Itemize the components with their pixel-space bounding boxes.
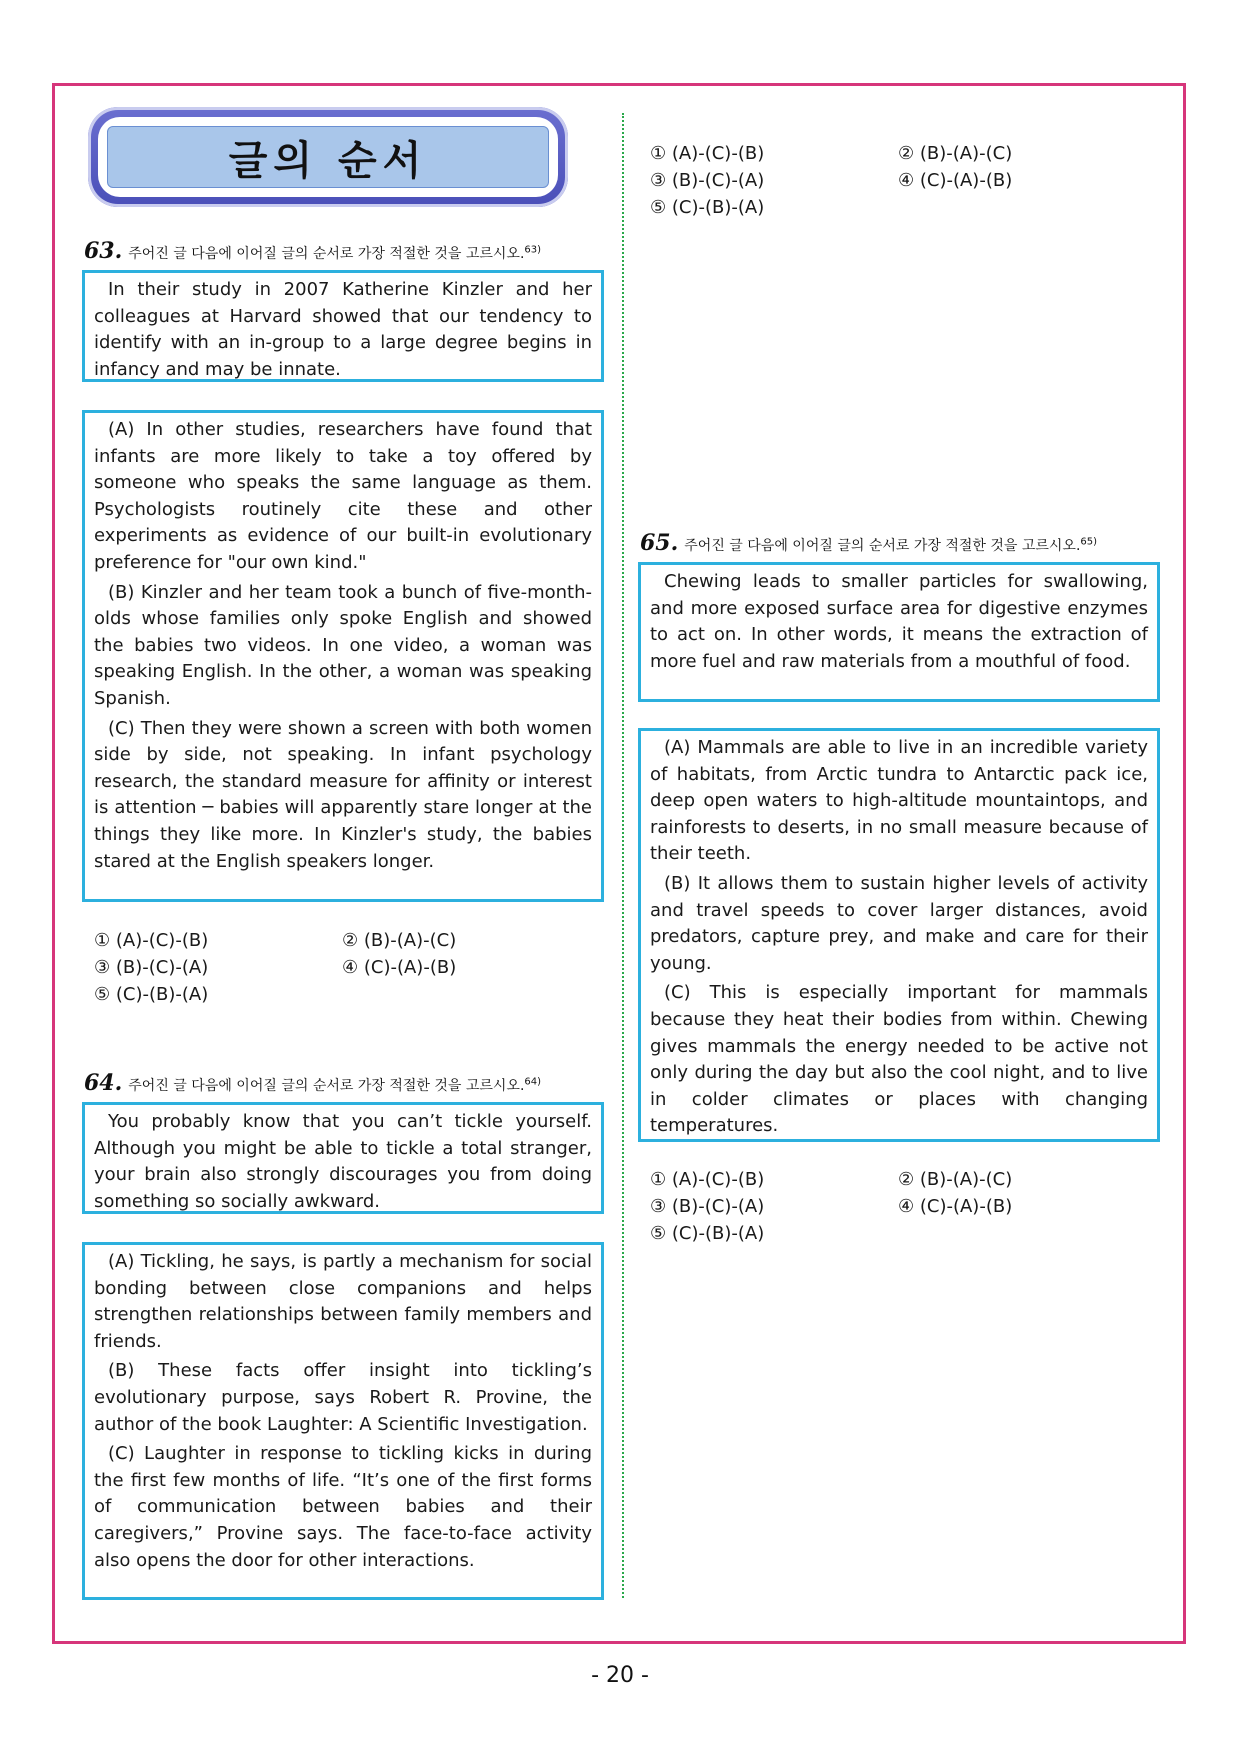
q65-given-passage bbox=[638, 562, 1160, 702]
choice-3[interactable]: ③ (B)-(C)-(A) bbox=[650, 1196, 765, 1217]
question-instruction: 주어진 글 다음에 이어질 글의 순서로 가장 적절한 것을 고르시오. bbox=[684, 538, 1081, 554]
paragraph-a: (A) Mammals are able to live in an incredible variety of habitats, from Arctic tundra to Antarctic pack ice, deep open waters to high-altitude mountaintops, and rainforests to deserts, in no small measure because of their teeth. bbox=[650, 737, 1148, 865]
footnote-ref: 64) bbox=[524, 1076, 542, 1088]
choice-1[interactable]: ① (A)-(C)-(B) bbox=[650, 143, 765, 164]
paragraph-a: (A) In other studies, researchers have found that infants are more likely to take a toy offered by someone who speaks the same language as them. Psychologists routinely cite these and other experiments as evidence of our built-in evolutionary preference for "our own kind." bbox=[94, 419, 592, 573]
choice-2[interactable]: ② (B)-(A)-(C) bbox=[898, 143, 1013, 164]
choice-3[interactable]: ③ (B)-(C)-(A) bbox=[650, 170, 765, 191]
q64-paragraphs bbox=[82, 1242, 604, 1600]
q64-given-passage bbox=[82, 1102, 604, 1214]
paragraph-b: (B) It allows them to sustain higher levels of activity and travel speeds to cover larger distances, avoid predators, capture prey, and make and care for their young. bbox=[650, 872, 1148, 974]
page-number: - 20 - bbox=[591, 1663, 649, 1688]
choices-q65 bbox=[650, 1166, 1146, 1247]
choice-2[interactable]: ② (B)-(A)-(C) bbox=[898, 1169, 1013, 1190]
question-number: 64. bbox=[84, 1070, 123, 1096]
choice-2[interactable]: ② (B)-(A)-(C) bbox=[342, 930, 457, 951]
q65-paragraphs bbox=[638, 728, 1160, 1142]
section-title-banner bbox=[88, 107, 568, 207]
paragraph-b: (B) Kinzler and her team took a bunch of five-month-olds whose families only spoke English and showed the babies two videos. In one video, a woman was speaking English. In the other, a woman was speaking Spanish. bbox=[94, 581, 592, 709]
question-instruction: 주어진 글 다음에 이어질 글의 순서로 가장 적절한 것을 고르시오. bbox=[128, 246, 525, 262]
question-64-header bbox=[84, 1070, 541, 1096]
q63-given-passage bbox=[82, 270, 604, 382]
paragraph-a: (A) Tickling, he says, is partly a mechanism for social bonding between close companions and helps strengthen relationships between family members and friends. bbox=[94, 1251, 592, 1352]
choices-q64 bbox=[650, 140, 1146, 221]
paragraph-c: (C) This is especially important for mammals because they heat their bodies from within. Chewing gives mammals the energy needed to be active not only during the day but also the cool night, and to live in colder climates or places with changing temperatures. bbox=[650, 982, 1148, 1137]
choice-5[interactable]: ⑤ (C)-(B)-(A) bbox=[94, 984, 209, 1005]
paragraph-c: (C) Laughter in response to tickling kicks in during the first few months of life. “It’s one of the first forms of communication between babies and their caregivers,” Provine says. The face-to-face activity also opens the door for other interactions. bbox=[94, 1443, 592, 1571]
question-number: 65. bbox=[640, 530, 679, 556]
given-text: Chewing leads to smaller particles for swallowing, and more exposed surface area for digestive enzymes to act on. In other words, it means the extraction of more fuel and raw materials from a mouthful of food. bbox=[650, 571, 1148, 672]
choice-4[interactable]: ④ (C)-(A)-(B) bbox=[342, 957, 457, 978]
section-title: 글의 순서 bbox=[107, 126, 549, 188]
choice-4[interactable]: ④ (C)-(A)-(B) bbox=[898, 170, 1013, 191]
footnote-ref: 63) bbox=[524, 244, 542, 256]
q63-paragraphs bbox=[82, 410, 604, 902]
given-text: In their study in 2007 Katherine Kinzler and her colleagues at Harvard showed that our tendency to identify with an in-group to a large degree begins in infancy and may be innate. bbox=[94, 279, 592, 380]
choice-4[interactable]: ④ (C)-(A)-(B) bbox=[898, 1196, 1013, 1217]
footnote-ref: 65) bbox=[1080, 536, 1098, 548]
choice-1[interactable]: ① (A)-(C)-(B) bbox=[650, 1169, 765, 1190]
paragraph-c: (C) Then they were shown a screen with both women side by side, not speaking. In infant psychology research, the standard measure for affinity or interest is attention ─ babies will apparently stare longer at the things they like more. In Kinzler's study, the babies stared at the English speakers longer. bbox=[94, 717, 592, 872]
given-text: You probably know that you can’t tickle yourself. Although you might be able to tickle a total stranger, your brain also strongly discourages you from doing something so socially awkward. bbox=[94, 1111, 592, 1212]
choice-3[interactable]: ③ (B)-(C)-(A) bbox=[94, 957, 209, 978]
question-number: 63. bbox=[84, 238, 123, 264]
choice-5[interactable]: ⑤ (C)-(B)-(A) bbox=[650, 1223, 765, 1244]
question-instruction: 주어진 글 다음에 이어질 글의 순서로 가장 적절한 것을 고르시오. bbox=[128, 1078, 525, 1094]
paragraph-b: (B) These facts offer insight into tickling’s evolutionary purpose, says Robert R. Provine, the author of the book Laughter: A Scientific Investigation. bbox=[94, 1360, 592, 1435]
question-65-header bbox=[640, 530, 1097, 556]
choice-5[interactable]: ⑤ (C)-(B)-(A) bbox=[650, 197, 765, 218]
question-63-header bbox=[84, 238, 541, 264]
choices-q63 bbox=[94, 927, 590, 1008]
choice-1[interactable]: ① (A)-(C)-(B) bbox=[94, 930, 209, 951]
column-divider bbox=[622, 113, 624, 1598]
